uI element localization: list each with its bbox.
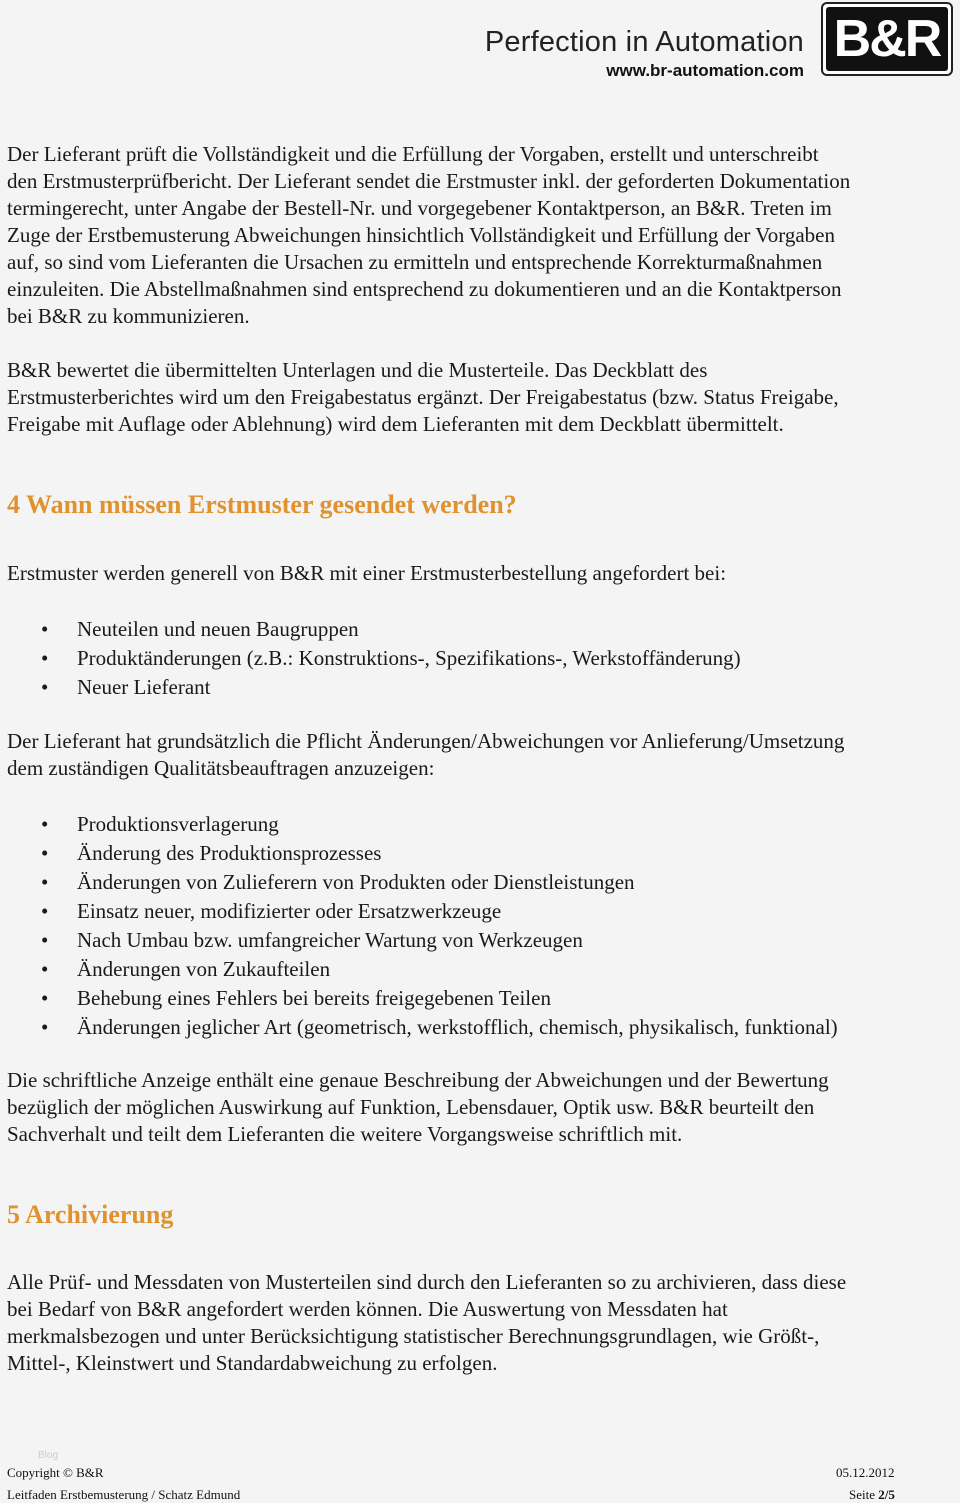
footer-page (849, 1487, 895, 1503)
text-line: termingerecht, unter Angabe der Bestell-Nr. und vorgegebener Kontaktperson, an B&R. Treten im (7, 196, 832, 220)
list-item: • Änderungen von Zukaufteilen (0, 955, 838, 984)
paragraph-4 (7, 728, 844, 782)
paragraph-5 (7, 1067, 829, 1148)
text-line: Erstmusterberichtes wird um den Freigabestatus ergänzt. Der Freigabestatus (bzw. Status Freigabe, (7, 385, 839, 409)
list-item: • Behebung eines Fehlers bei bereits freigegebenen Teilen (0, 984, 838, 1013)
text-line: einzuleiten. Die Abstellmaßnahmen sind entsprechend zu dokumentieren und an die Kontaktperson (7, 277, 842, 301)
text-line: Sachverhalt und teilt dem Lieferanten die weitere Vorgangsweise schriftlich mit. (7, 1122, 683, 1146)
heading-5: 5 Archivierung (7, 1200, 174, 1229)
text-line: Der Lieferant hat grundsätzlich die Pflicht Änderungen/Abweichungen vor Anlieferung/Umsetzung (7, 729, 845, 753)
list-item: • Nach Umbau bzw. umfangreicher Wartung von Werkzeugen (0, 926, 838, 955)
text-line: Zuge der Erstbemusterung Abweichungen hinsichtlich Vollständigkeit und Erfüllung der Vorgaben (7, 223, 836, 247)
list-item: • Einsatz neuer, modifizierter oder Ersatzwerkzeuge (0, 897, 838, 926)
logo-text: B&R (826, 7, 948, 71)
text-line: Die schriftliche Anzeige enthält eine genaue Beschreibung der Abweichungen und der Bewertung (7, 1068, 829, 1092)
list-item: • Änderung des Produktionsprozesses (0, 839, 838, 868)
br-logo (821, 2, 953, 76)
text-line: Erstmuster werden generell von B&R mit einer Erstmusterbestellung angefordert bei: (7, 561, 727, 585)
paragraph-6 (7, 1269, 846, 1377)
list-2 (0, 810, 838, 1042)
text-line: bezüglich der möglichen Auswirkung auf Funktion, Lebensdauer, Optik usw. B&R beurteilt den (7, 1095, 815, 1119)
list-item: • Produktionsverlagerung (0, 810, 838, 839)
text-line: den Erstmusterprüfbericht. Der Lieferant sendet die Erstmuster inkl. der geforderten Dokumentation (7, 169, 851, 193)
text-line: Alle Prüf- und Messdaten von Musterteilen sind durch den Lieferanten so zu archivieren, dass diese (7, 1270, 847, 1294)
footer-doc-title: Leitfaden Erstbemusterung / Schatz Edmund (7, 1487, 241, 1502)
text-line: B&R bewertet die übermittelten Unterlagen und die Musterteile. Das Deckblatt des (7, 358, 708, 382)
paragraph-1 (7, 141, 850, 330)
text-line: merkmalsbezogen und unter Berücksichtigung statistischer Berechnungsgrundlagen, wie Größt-, (7, 1324, 820, 1348)
list-item: • Änderungen jeglicher Art (geometrisch, werkstofflich, chemisch, physikalisch, funktional) (0, 1013, 838, 1042)
header-url: www.br-automation.com (606, 61, 804, 80)
text-line: dem zuständigen Qualitätsbeauftragen anzuzeigen: (7, 756, 435, 780)
page-label: Seite (849, 1487, 879, 1502)
watermark: Blog (38, 1450, 59, 1461)
list-item: • Neuteilen und neuen Baugruppen (0, 615, 741, 644)
text-line: Freigabe mit Auflage oder Ablehnung) wird dem Lieferanten mit dem Deckblatt übermittelt. (7, 412, 784, 436)
heading-4: 4 Wann müssen Erstmuster gesendet werden? (7, 490, 517, 519)
paragraph-2 (7, 357, 839, 438)
header-tagline: Perfection in Automation (484, 26, 804, 58)
paragraph-3 (7, 560, 726, 587)
footer-copyright: Copyright © B&R (7, 1465, 104, 1480)
page-number: 2/5 (878, 1487, 895, 1502)
footer-date: 05.12.2012 (836, 1465, 895, 1480)
text-line: Der Lieferant prüft die Vollständigkeit und die Erfüllung der Vorgaben, erstellt und unterschreibt (7, 142, 819, 166)
list-1 (0, 615, 741, 702)
list-item: • Änderungen von Zulieferern von Produkten oder Dienstleistungen (0, 868, 838, 897)
list-item: • Neuer Lieferant (0, 673, 741, 702)
text-line: bei B&R zu kommunizieren. (7, 304, 250, 328)
list-item: • Produktänderungen (z.B.: Konstruktions-, Spezifikations-, Werkstoffänderung) (0, 644, 741, 673)
text-line: bei Bedarf von B&R angefordert werden können. Die Auswertung von Messdaten hat (7, 1297, 728, 1321)
text-line: auf, so sind vom Lieferanten die Ursachen zu ermitteln und entsprechende Korrekturmaßnahmen (7, 250, 823, 274)
text-line: Mittel-, Kleinstwert und Standardabweichung zu erfolgen. (7, 1351, 498, 1375)
